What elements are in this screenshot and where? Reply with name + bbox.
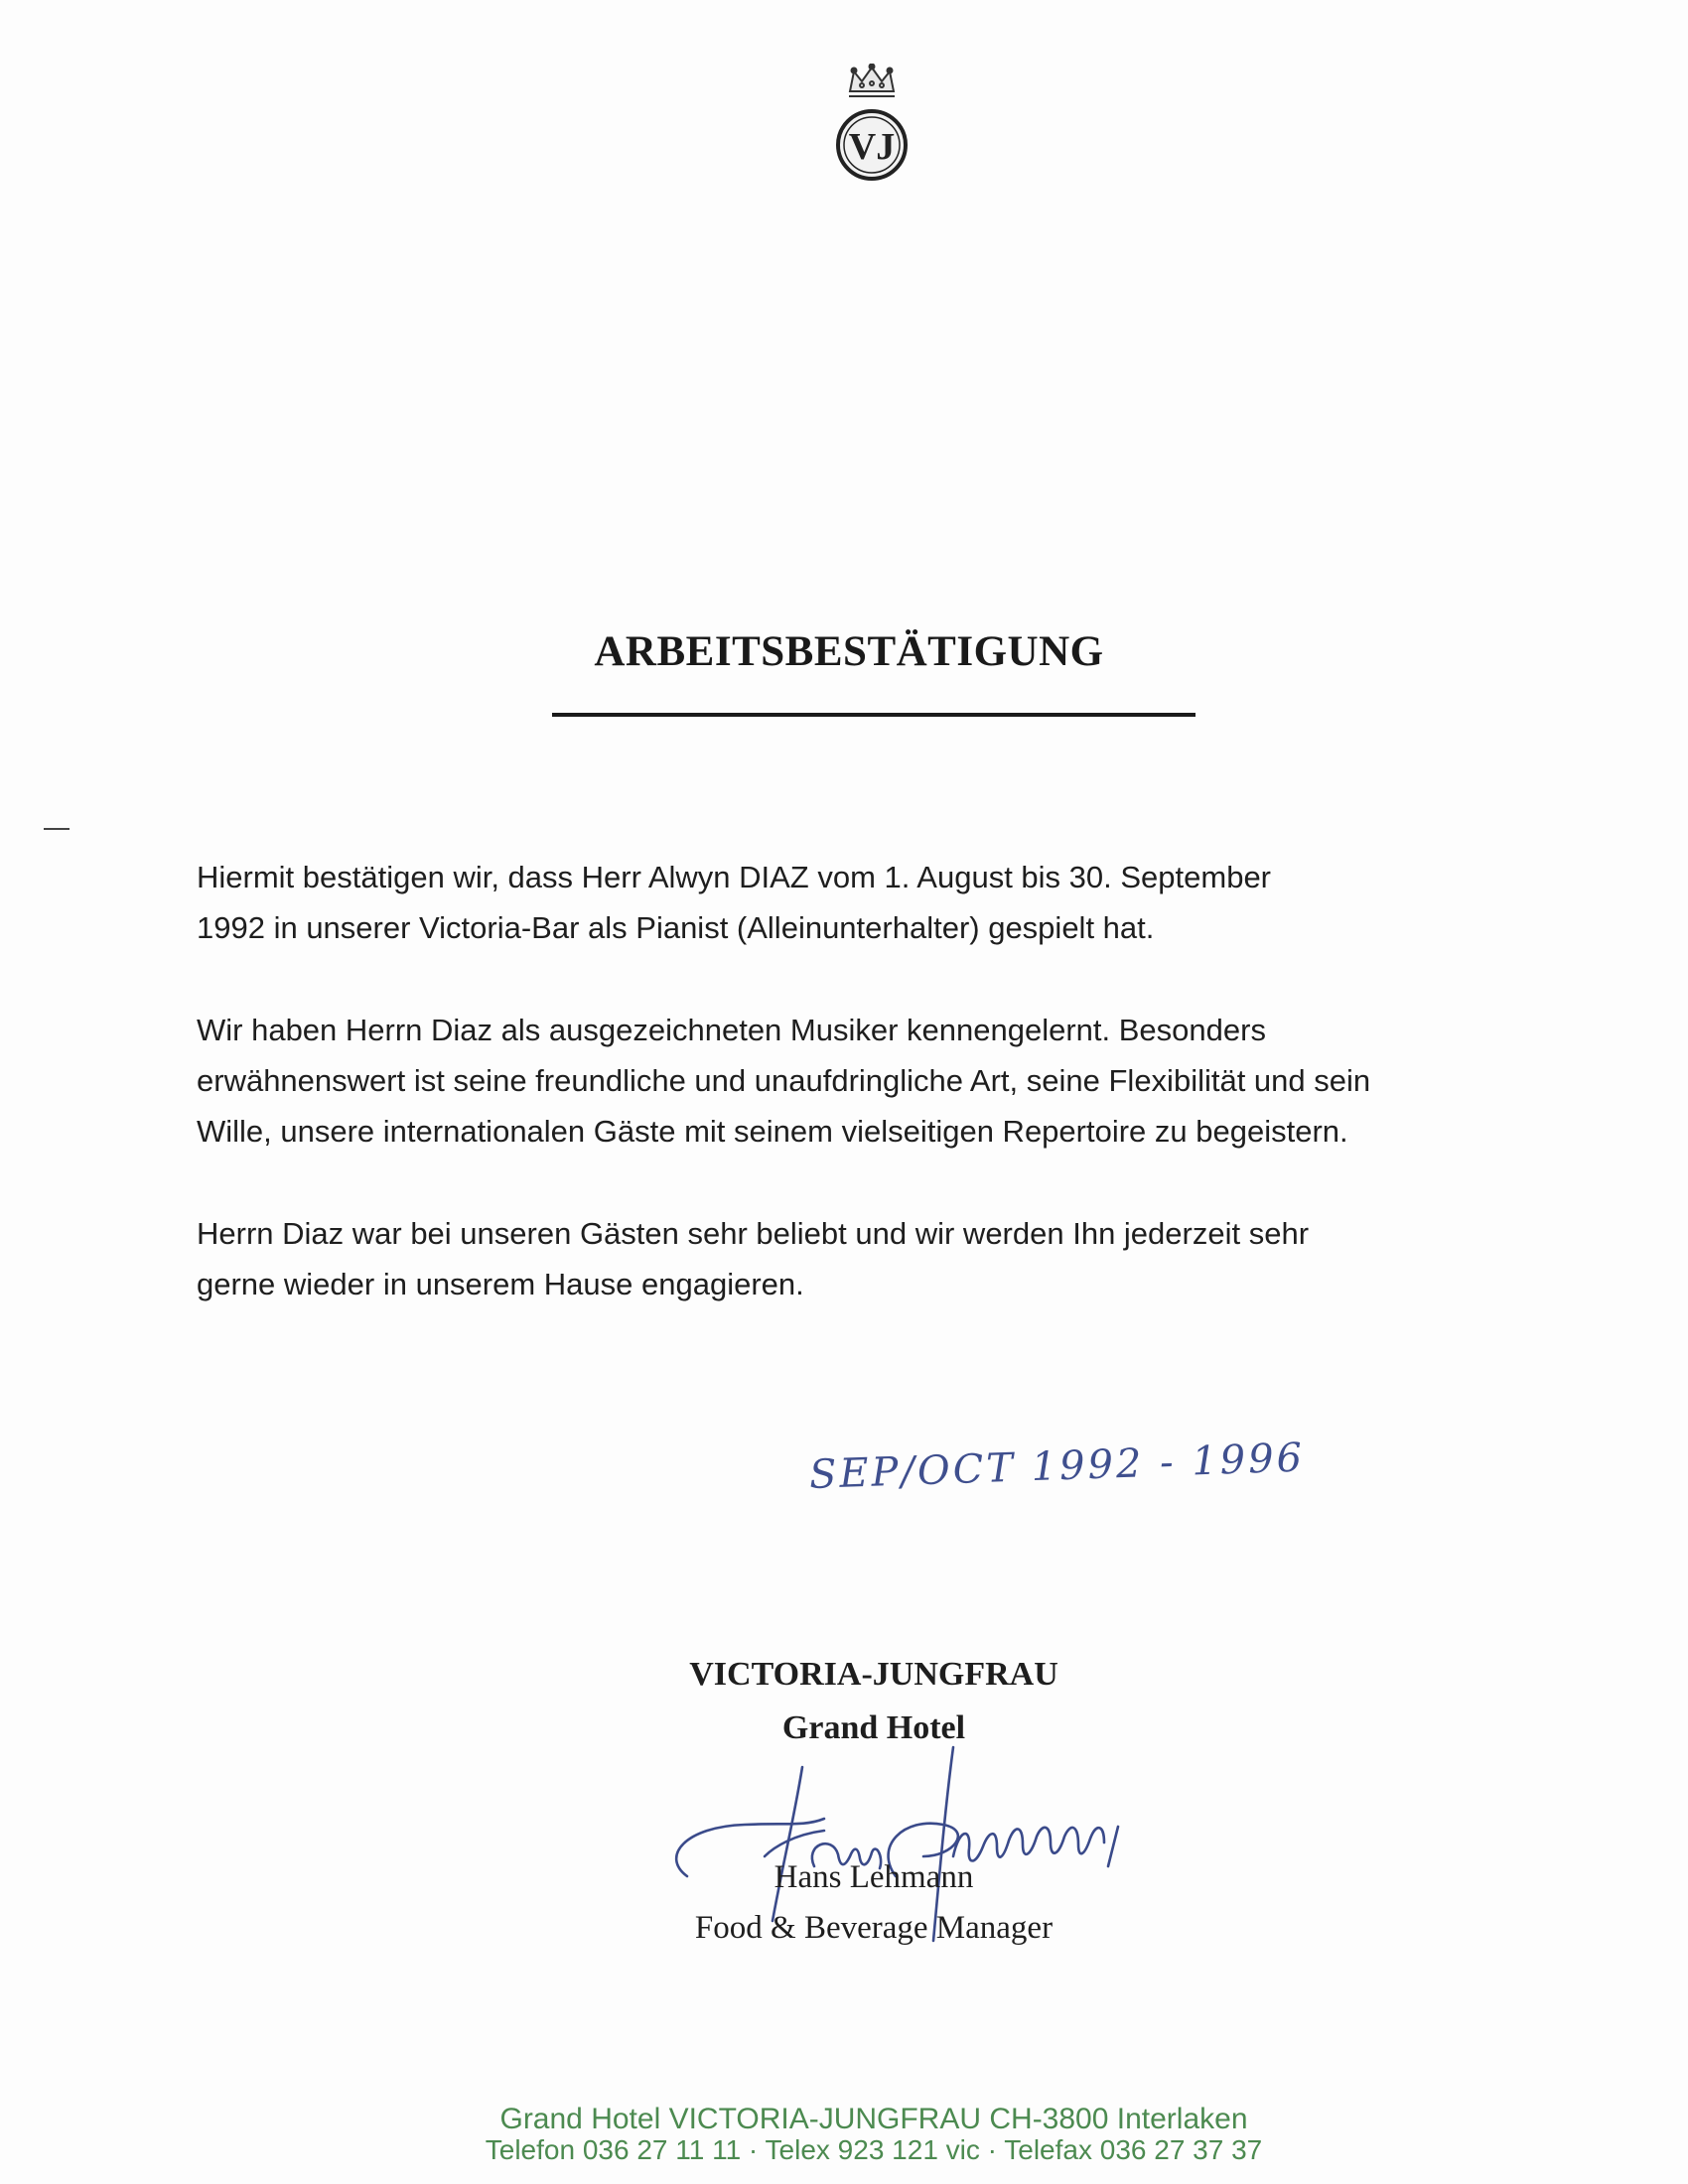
handwritten-note: SEP/OCT 1992 - 1996 (808, 1434, 1306, 1498)
signatory-name: Hans Lehmann (774, 1859, 974, 1895)
footer-address: Grand Hotel VICTORIA-JUNGFRAU CH-3800 Interlaken (499, 2103, 1248, 2135)
margin-fold-mark (44, 828, 70, 830)
crown-monogram-icon (832, 64, 912, 193)
footer-contact: Telefon 036 27 11 11 · Telex 923 121 vic · Telefax 036 27 37 37 (485, 2134, 1263, 2165)
title-underline (552, 713, 1196, 717)
signature-company: VICTORIA-JUNGFRAU (689, 1656, 1058, 1693)
signatory-role: Food & Beverage Manager (694, 1910, 1054, 1946)
svg-text:VJ: VJ (848, 126, 896, 168)
paragraph-recommendation: Herrn Diaz war bei unseren Gästen sehr beliebt und wir werden Ihn jederzeit sehr gerne wieder in unserem Hause engagieren. (197, 1216, 1310, 1301)
paragraph-confirmation: Hiermit bestätigen wir, dass Herr Alwyn DIAZ vom 1. August bis 30. September 1992 in unserer Victoria-Bar als Pianist (Alleinunterhalter) gespielt hat. (197, 860, 1272, 945)
document-title: ARBEITSBESTÄTIGUNG (594, 628, 1104, 675)
letter-body (197, 852, 1567, 1361)
paragraph-praise: Wir haben Herrn Diaz als ausgezeichneten Musiker kennengelernt. Besonders erwähnenswert ist seine freundliche und unaufdringliche Art, seine Flexibilität und sein Wille, unsere internationalen Gäste mit seinem vielseitigen Repertoire zu begeistern. (197, 1013, 1371, 1149)
signature-hotel: Grand Hotel (781, 1709, 966, 1746)
